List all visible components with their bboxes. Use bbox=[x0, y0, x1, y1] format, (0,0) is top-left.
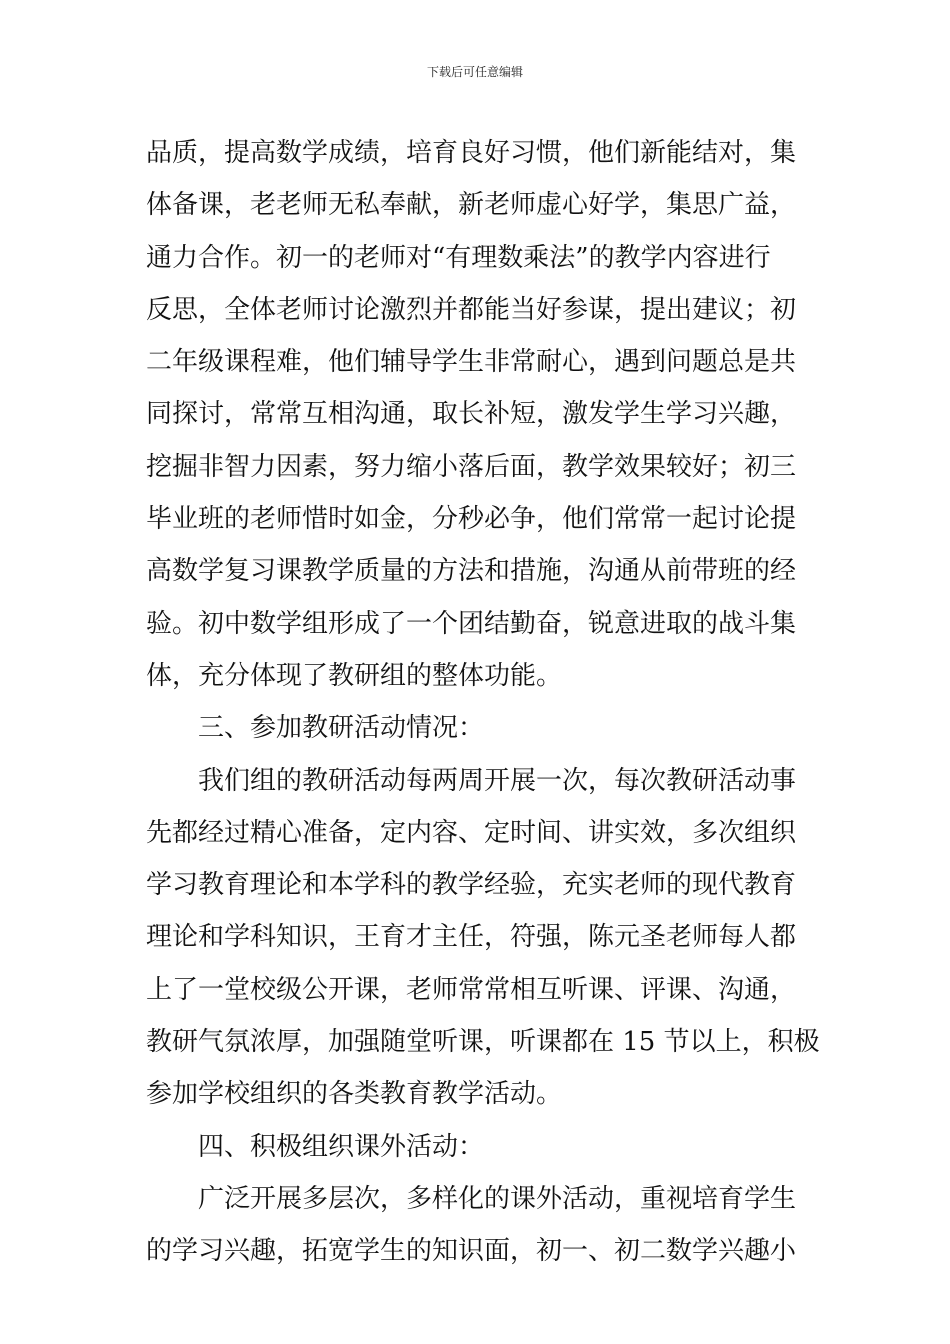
text-line: 学习教育理论和本学科的教学经验，充实老师的现代教育 bbox=[146, 870, 797, 901]
text-line: 参加学校组织的各类教育教学活动。 bbox=[146, 1079, 563, 1110]
text-line: 挖掘非智力因素，努力缩小落后面，教学效果较好；初三 bbox=[146, 451, 797, 482]
text-line: 的学习兴趣，拓宽学生的知识面，初一、初二数学兴趣小 bbox=[146, 1236, 797, 1267]
text-line: 同探讨，常常互相沟通，取长补短，激发学生学习兴趣， bbox=[146, 399, 797, 430]
document-body bbox=[146, 127, 820, 1278]
text-line: 先都经过精心准备，定内容、定时间、讲实效，多次组织 bbox=[146, 817, 797, 848]
section-heading: 三、参加教研活动情况： bbox=[198, 713, 485, 744]
text-line: 通力合作。初一的老师对“有理数乘法”的教学内容进行 bbox=[146, 242, 771, 273]
text-line: 高数学复习课教学质量的方法和措施，沟通从前带班的经 bbox=[146, 556, 797, 587]
text-line: 验。初中数学组形成了一个团结勤奋，锐意进取的战斗集 bbox=[146, 608, 797, 639]
text-line: 上了一堂校级公开课，老师常常相互听课、评课、沟通， bbox=[146, 974, 797, 1005]
paragraph-first-line: 我们组的教研活动每两周开展一次，每次教研活动事 bbox=[198, 765, 797, 796]
text-line: 教研气氛浓厚，加强随堂听课，听课都在 15 节以上，积极 bbox=[146, 1027, 820, 1058]
text-line: 品质，提高数学成绩，培育良好习惯，他们新能结对，集 bbox=[146, 138, 797, 168]
page-header: 下载后可任意编辑 bbox=[426, 65, 523, 79]
text-line: 毕业班的老师惜时如金，分秒必争，他们常常一起讨论提 bbox=[146, 504, 797, 535]
text-line: 体，充分体现了教研组的整体功能。 bbox=[146, 660, 563, 691]
text-line: 理论和学科知识，王育才主任，符强，陈元圣老师每人都 bbox=[146, 922, 797, 953]
text-line: 反思，全体老师讨论激烈并都能当好参谋，提出建议；初 bbox=[146, 294, 797, 325]
text-line: 二年级课程难，他们辅导学生非常耐心，遇到问题总是共 bbox=[146, 347, 797, 378]
paragraph-first-line: 广泛开展多层次，多样化的课外活动，重视培育学生 bbox=[198, 1183, 797, 1214]
section-heading: 四、积极组织课外活动： bbox=[198, 1131, 485, 1162]
text-line: 体备课，老老师无私奉献，新老师虚心好学，集思广益， bbox=[146, 190, 797, 221]
